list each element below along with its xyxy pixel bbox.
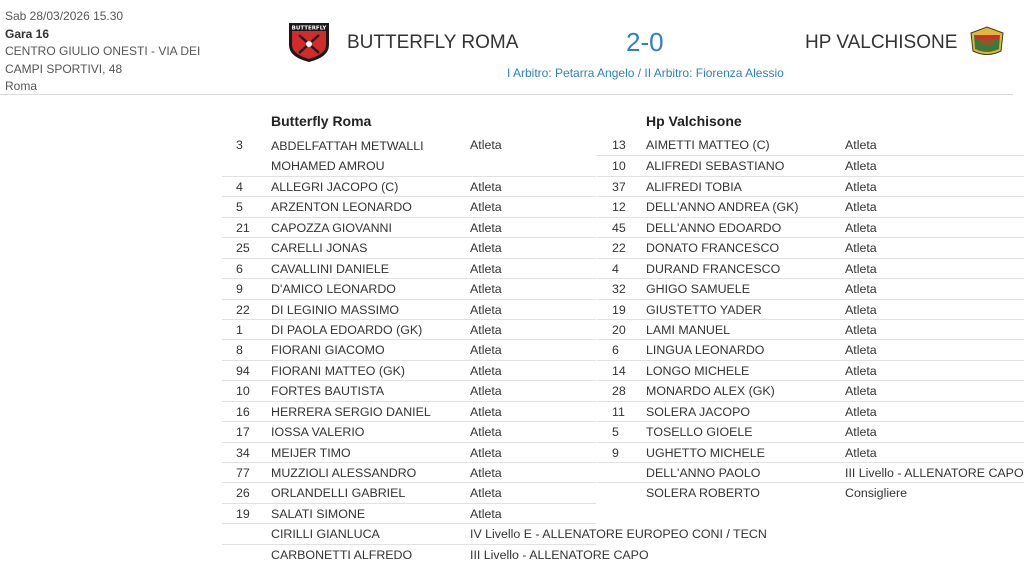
player-role: Atleta — [845, 445, 877, 460]
player-role: Atleta — [845, 159, 877, 174]
player-role: Atleta — [470, 363, 502, 378]
player-name: DELL'ANNO PAOLO — [646, 466, 761, 480]
roster-row — [222, 196, 596, 216]
player-role: Atleta — [470, 302, 502, 317]
player-name: ALLEGRI JACOPO (C) — [271, 179, 399, 194]
player-name: HERRERA SERGIO DANIEL — [271, 404, 431, 419]
roster-row — [597, 155, 1024, 175]
player-number: 1 — [236, 322, 243, 337]
player-role: Atleta — [470, 261, 502, 276]
roster-row — [222, 421, 596, 441]
roster-row — [597, 442, 1024, 462]
roster-row — [597, 196, 1024, 216]
player-role: Atleta — [845, 282, 877, 297]
roster-row — [597, 401, 1024, 421]
roster-row — [222, 278, 596, 298]
roster-row — [222, 401, 596, 421]
roster-row — [597, 360, 1024, 380]
player-number: 12 — [612, 200, 626, 215]
player-name: CARBONETTI ALFREDO — [271, 547, 413, 562]
player-number: 10 — [612, 159, 626, 174]
player-role: Atleta — [845, 200, 877, 215]
player-role: Atleta — [845, 220, 877, 235]
roster-row — [222, 176, 596, 196]
header-divider — [0, 94, 1013, 95]
player-name: LAMI MANUEL — [646, 322, 730, 337]
player-name: FORTES BAUTISTA — [271, 384, 385, 399]
player-number: 10 — [236, 384, 250, 399]
player-role: Atleta — [470, 445, 502, 460]
player-name: ARZENTON LEONARDO — [271, 200, 412, 215]
roster-row — [222, 258, 596, 278]
roster-row — [222, 462, 596, 482]
player-role: Atleta — [470, 241, 502, 256]
match-datetime: Sab 28/03/2026 15.30 — [5, 9, 124, 23]
roster-row — [222, 319, 596, 339]
player-role: Atleta — [845, 404, 877, 419]
roster-row — [597, 217, 1024, 237]
player-number: 5 — [236, 200, 243, 215]
player-role: IV Livello E - ALLENATORE EUROPEO CONI / TECN — [470, 527, 767, 542]
roster-row — [597, 258, 1024, 278]
player-role: Atleta — [470, 220, 502, 235]
player-role: Atleta — [470, 322, 502, 337]
player-role: Atleta — [470, 486, 502, 501]
player-number: 45 — [612, 220, 626, 235]
player-name: GHIGO SAMUELE — [646, 282, 750, 297]
home-roster-title: Butterfly Roma — [271, 113, 372, 129]
away-team-logo — [969, 25, 1005, 59]
roster-row — [222, 299, 596, 319]
player-role: Atleta — [470, 343, 502, 358]
roster-row — [597, 135, 1024, 155]
player-number: 14 — [612, 363, 626, 378]
roster-row — [597, 299, 1024, 319]
player-number: 21 — [236, 220, 250, 235]
player-name: DONATO FRANCESCO — [646, 241, 780, 256]
roster-row — [597, 176, 1024, 196]
player-role: Atleta — [845, 241, 877, 256]
player-name: CAPOZZA GIOVANNI — [271, 220, 392, 235]
player-role: Atleta — [470, 200, 502, 215]
player-role: Atleta — [845, 322, 877, 337]
match-venue: CENTRO GIULIO ONESTI - VIA DEI CAMPI SPORTIVI, 48 — [5, 44, 201, 76]
match-city: Roma — [5, 79, 38, 93]
player-name: D'AMICO LEONARDO — [271, 282, 396, 297]
player-name: FIORANI MATTEO (GK) — [271, 363, 405, 378]
player-number: 16 — [236, 404, 250, 419]
roster-row — [597, 237, 1024, 257]
roster-row — [222, 544, 649, 564]
player-number: 77 — [236, 466, 250, 481]
player-number: 8 — [236, 343, 243, 358]
player-number: 5 — [612, 425, 619, 440]
roster-row — [222, 360, 596, 380]
roster-row — [597, 278, 1024, 298]
roster-row — [597, 421, 1024, 441]
player-number: 9 — [612, 445, 619, 460]
match-game-number: Gara 16 — [5, 26, 50, 41]
player-name: DURAND FRANCESCO — [646, 261, 781, 276]
player-number: 25 — [236, 241, 250, 256]
player-number: 28 — [612, 384, 626, 399]
player-number: 17 — [236, 425, 250, 440]
player-number: 11 — [612, 404, 625, 419]
player-role: Atleta — [845, 138, 877, 152]
player-name: DI LEGINIO MASSIMO — [271, 302, 400, 317]
player-number: 6 — [612, 343, 619, 358]
roster-row — [222, 442, 596, 462]
player-name: FIORANI GIACOMO — [271, 343, 385, 358]
player-number: 20 — [612, 322, 626, 337]
roster-row — [597, 339, 1024, 359]
player-name: CAVALLINI DANIELE — [271, 261, 389, 276]
roster-row — [222, 339, 596, 359]
home-team-name: BUTTERFLY ROMA — [347, 32, 519, 53]
away-roster-title: Hp Valchisone — [646, 113, 742, 129]
referees: I Arbitro: Petarra Angelo / II Arbitro: Fiorenza Alessio — [507, 66, 784, 80]
player-role: Atleta — [470, 425, 502, 440]
roster-row — [222, 380, 596, 400]
player-role: Atleta — [845, 343, 877, 358]
player-name: SALATI SIMONE — [271, 506, 366, 521]
roster-row — [222, 523, 767, 543]
player-name: DI PAOLA EDOARDO (GK) — [271, 322, 423, 337]
player-number: 94 — [236, 363, 250, 378]
player-role: Atleta — [845, 384, 877, 399]
player-role: Atleta — [470, 506, 502, 521]
player-name: LINGUA LEONARDO — [646, 343, 765, 358]
player-number: 34 — [236, 445, 250, 460]
player-name: MEIJER TIMO — [271, 445, 351, 460]
away-roster — [597, 135, 1024, 503]
player-role: Atleta — [845, 302, 877, 317]
roster-row — [222, 237, 596, 257]
match-info — [5, 8, 240, 96]
roster-row — [597, 482, 1024, 502]
player-name: IOSSA VALERIO — [271, 425, 365, 440]
player-name: LONGO MICHELE — [646, 363, 750, 378]
player-role: Atleta — [845, 261, 877, 276]
player-role: Atleta — [470, 138, 502, 152]
player-role: Atleta — [470, 384, 502, 399]
player-number: 4 — [236, 179, 243, 194]
player-name: DELL'ANNO ANDREA (GK) — [646, 200, 799, 215]
player-name: TOSELLO GIOELE — [646, 425, 753, 440]
player-number: 19 — [236, 506, 250, 521]
player-name: CARELLI JONAS — [271, 241, 368, 256]
player-number: 13 — [612, 138, 626, 152]
player-name: ALIFREDI TOBIA — [646, 179, 742, 194]
player-number: 6 — [236, 261, 243, 276]
player-name: AIMETTI MATTEO (C) — [646, 138, 770, 152]
player-name: MUZZIOLI ALESSANDRO — [271, 466, 417, 481]
away-team-name: HP VALCHISONE — [805, 32, 958, 53]
player-number: 37 — [612, 179, 626, 194]
player-name: SOLERA ROBERTO — [646, 486, 760, 501]
match-score: 2-0 — [626, 27, 664, 57]
player-number: 32 — [612, 282, 626, 297]
player-name: CIRILLI GIANLUCA — [271, 527, 380, 542]
home-team-logo — [287, 21, 331, 63]
player-role: Atleta — [470, 179, 502, 194]
player-name: SOLERA JACOPO — [646, 404, 750, 419]
player-number: 22 — [236, 302, 250, 317]
player-name: GIUSTETTO YADER — [646, 302, 762, 317]
roster-row — [597, 380, 1024, 400]
player-number: 19 — [612, 302, 626, 317]
roster-row — [597, 462, 1024, 482]
player-name: ABDELFATTAH METWALLI MOHAMED AMROU — [271, 139, 424, 173]
player-number: 4 — [612, 261, 619, 276]
player-name: ALIFREDI SEBASTIANO — [646, 159, 785, 174]
player-role: Atleta — [470, 404, 502, 419]
roster-row — [222, 482, 596, 502]
roster-row — [222, 135, 596, 176]
roster-row — [597, 319, 1024, 339]
player-number: 22 — [612, 241, 626, 256]
player-number: 9 — [236, 282, 243, 297]
player-role: Atleta — [470, 282, 502, 297]
player-role: Consigliere — [845, 486, 907, 501]
player-role: Atleta — [845, 425, 877, 440]
player-role: Atleta — [845, 363, 877, 378]
player-role: III Livello - ALLENATORE CAPO — [470, 547, 649, 562]
player-number: 26 — [236, 486, 250, 501]
roster-row — [222, 503, 596, 523]
player-role: III Livello - ALLENATORE CAPO — [845, 466, 1024, 480]
player-name: DELL'ANNO EDOARDO — [646, 220, 782, 235]
player-role: Atleta — [845, 179, 877, 194]
svg-text:BUTTERFLY: BUTTERFLY — [291, 25, 327, 32]
roster-row — [222, 217, 596, 237]
player-name: UGHETTO MICHELE — [646, 445, 765, 460]
player-number: 3 — [236, 138, 243, 152]
player-role: Atleta — [470, 466, 502, 481]
player-name: MONARDO ALEX (GK) — [646, 384, 775, 399]
player-name: ORLANDELLI GABRIEL — [271, 486, 406, 501]
